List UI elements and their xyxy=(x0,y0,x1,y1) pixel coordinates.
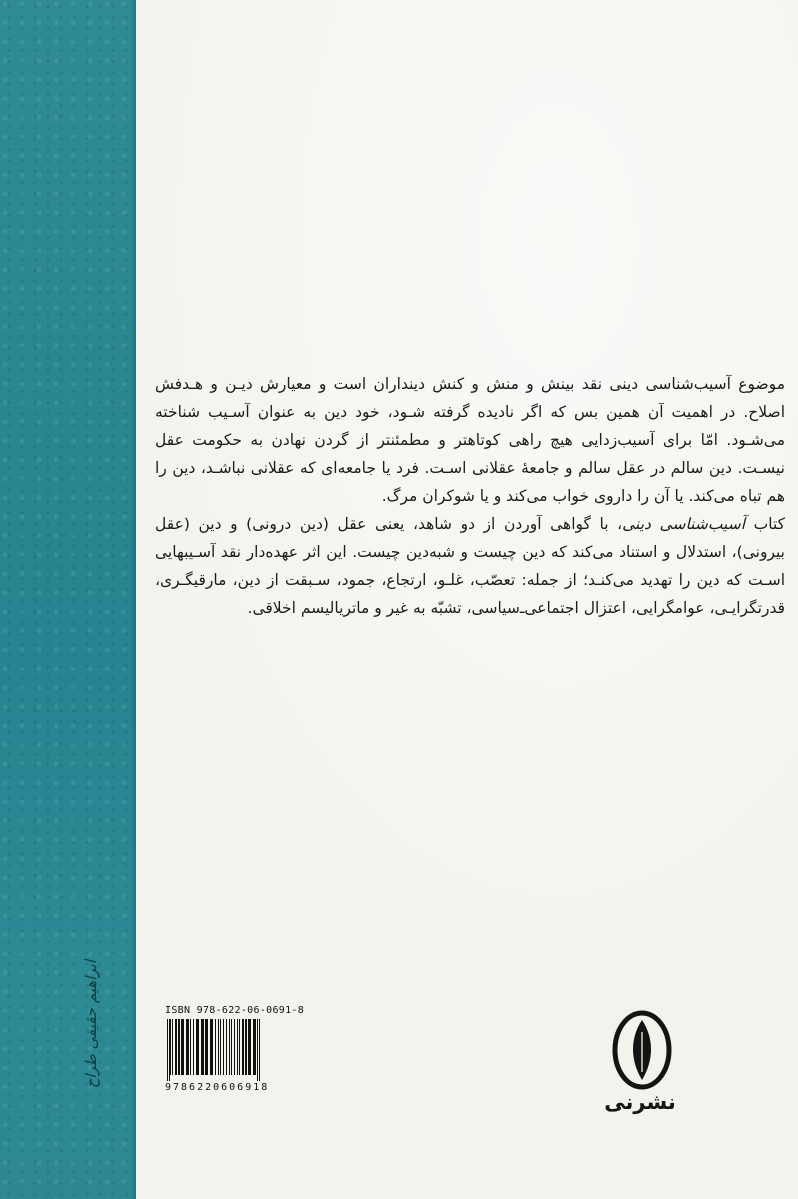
barcode-bar xyxy=(229,1019,230,1075)
barcode-bar xyxy=(205,1019,208,1075)
reed-leaf-icon xyxy=(612,1010,672,1090)
blurb-paragraph-2-rest: ، با گواهی آوردن از دو شاهد، یعنی عقل (دین درونی) و دین (عقل بیرونی)، استدلال و استناد می‌کند که دین چیست و شبه‌دین چیست. این اثر عهده‌دار نقد آسـیبهایی اسـت که دین را تهدید می‌کنـد؛ از جمله: تعصّب، غلـو، ارتجاع، جمود، سـبقت از دین، مارقیگـری، قدرتگرایـی، عوامگرایی، اعتزال اجتماعی‌ـ‌سیاسی، تشبّه به غیر و ماتریالیسم اخلاقی. xyxy=(155,515,785,617)
book-title: آسیب‌شناسی دینی xyxy=(622,515,746,533)
isbn-label: ISBN 978-622-06-0691-8 xyxy=(165,1005,305,1016)
barcode-bar xyxy=(234,1019,235,1075)
blurb-prefix: کتاب xyxy=(753,515,785,533)
barcode-bar xyxy=(186,1019,189,1075)
barcode-bar xyxy=(193,1019,194,1075)
barcode-bar xyxy=(201,1019,204,1075)
teal-side-band xyxy=(0,0,136,1199)
barcode-bar xyxy=(170,1019,171,1075)
barcode-bar xyxy=(178,1019,180,1075)
barcode-guard-bar xyxy=(167,1019,168,1081)
barcode-guard-bar xyxy=(257,1019,258,1081)
barcode-bar xyxy=(215,1019,216,1075)
publisher-name: نشرنی xyxy=(604,1090,676,1114)
barcode-bar xyxy=(210,1019,213,1075)
back-cover-blurb xyxy=(155,370,785,622)
barcode-bar xyxy=(237,1019,238,1075)
barcode-bar xyxy=(226,1019,227,1075)
barcode-bar xyxy=(190,1019,191,1075)
barcode-bar xyxy=(239,1019,240,1075)
barcode-guard-bar xyxy=(259,1019,260,1081)
barcode-bar xyxy=(218,1019,219,1075)
barcode-bar xyxy=(196,1019,199,1075)
barcode-bar xyxy=(253,1019,256,1075)
barcode-bar xyxy=(223,1019,224,1075)
barcode-bar xyxy=(175,1019,177,1075)
designer-signature: ابراهیم حقیقی طراح xyxy=(82,960,100,1089)
barcode-bar xyxy=(248,1019,251,1075)
barcode-bar xyxy=(245,1019,247,1075)
barcode-bar xyxy=(172,1019,173,1075)
barcode-bar xyxy=(242,1019,244,1075)
barcode-bar xyxy=(181,1019,184,1075)
barcode-bar xyxy=(231,1019,232,1075)
blurb-paragraph-1: موضوع آسیب‌شناسی دینی نقد بینش و منش و کنش دینداران است و معیارش دیـن و هـدفش اصلاح. در اهمیت آن همین بس که اگر نادیده گرفته شـود، خود دین به عنوان آسـیب شناخته می‌شـود. امّا برای آسیب‌زدایی هیچ راهی کوتاهتر و مطمئنتر از گردن نهادن به حکومت عقل نیسـت. دین سالم در عقل سالم و جامعهٔ عقلانی اسـت. فرد یا جامعه‌ای که عقلانی نباشـد، دین را هم تباه می‌کند. یا آن را داروی خواب می‌کند و یا شوکران مرگ. xyxy=(155,375,785,505)
isbn-barcode-block xyxy=(165,1005,305,1093)
barcode-guard-bar xyxy=(169,1019,170,1081)
barcode xyxy=(165,1019,305,1081)
barcode-bar xyxy=(220,1019,221,1075)
isbn-digits: 9786220606918 xyxy=(165,1082,270,1093)
blurb-paragraph-2 xyxy=(155,510,785,622)
